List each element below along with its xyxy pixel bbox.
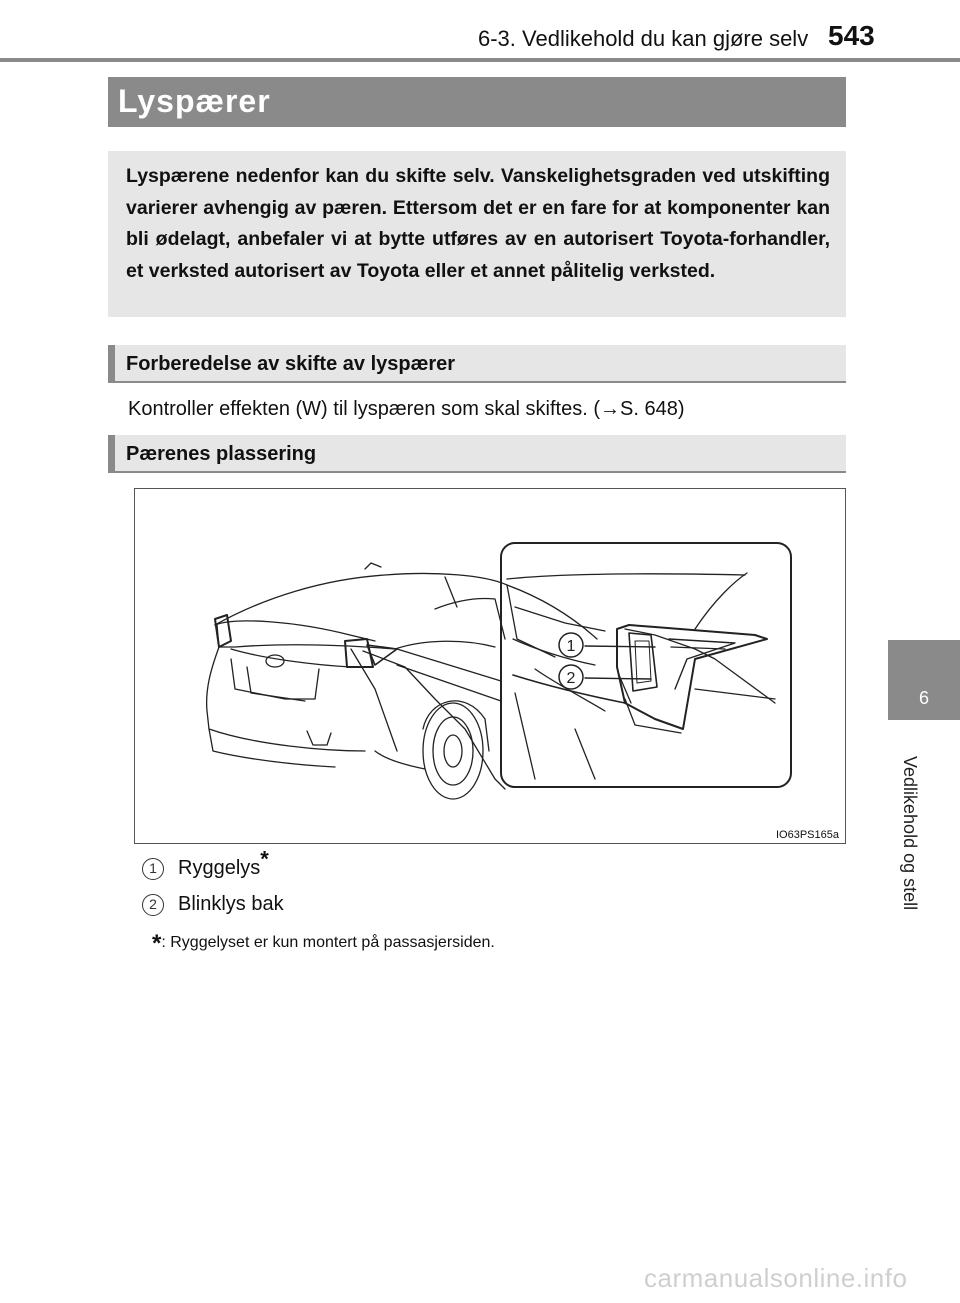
legend-label-text: Blinklys bak [178, 893, 284, 915]
legend-number: 1 [142, 858, 164, 880]
chapter-tab [888, 640, 960, 720]
callout-2-label: 2 [566, 670, 576, 687]
footnote-text: : Ryggelyset er kun montert på passasjersiden. [161, 934, 495, 951]
callout-1-label: 1 [566, 638, 576, 655]
bulb-location-figure [134, 488, 846, 844]
subheading-accent [108, 435, 115, 471]
chapter-tab-label [896, 756, 924, 946]
footnote-star: * [152, 930, 162, 957]
legend-label [178, 846, 269, 880]
chapter-tab-number: 6 [918, 688, 929, 708]
chapter-title: 6-3. Vedlikehold du kan gjøre selv [478, 26, 809, 51]
page-number: 543 [828, 20, 875, 51]
subheading-preparation-label: Forberedelse av skifte av lyspærer [126, 353, 456, 375]
watermark: carmanualsonline.info [644, 1263, 908, 1293]
legend-label-text: Ryggelys [178, 857, 261, 879]
section-title-bar [108, 77, 846, 127]
subheading-locations [108, 435, 846, 473]
callout-1 [559, 633, 583, 657]
preparation-text: Kontroller effekten (W) til lyspæren som skal skiftes. (→S. 648) [128, 398, 685, 420]
intro-box [108, 151, 846, 317]
section-title: Lyspærer [118, 83, 271, 119]
intro-text: Lyspærene nedenfor kan du skifte selv. Vanskelighetsgraden ved utskifting varierer avhengig av pæren. Ettersom det er en fare for at komponenter kan bli ødelagt, anbefaler vi at bytte utføres av en autorisert Toyota-forhandler, et verksted autorisert av Toyota eller et annet pålitelig verksted. [126, 165, 830, 282]
header-rule [0, 58, 960, 62]
footnote-marker: * [260, 846, 269, 872]
subheading-locations-label: Pærenes plassering [126, 443, 317, 465]
callout-2 [559, 665, 583, 689]
car-rear-illustration [135, 489, 847, 845]
figure-code: IO63PS165a [776, 829, 839, 841]
subheading-accent [108, 345, 115, 381]
subheading-preparation [108, 345, 846, 383]
chapter-tab-label-text: Vedlikehold og stell [900, 756, 920, 911]
legend-label [178, 893, 284, 916]
footnote [152, 930, 495, 958]
legend-number: 2 [142, 894, 164, 916]
